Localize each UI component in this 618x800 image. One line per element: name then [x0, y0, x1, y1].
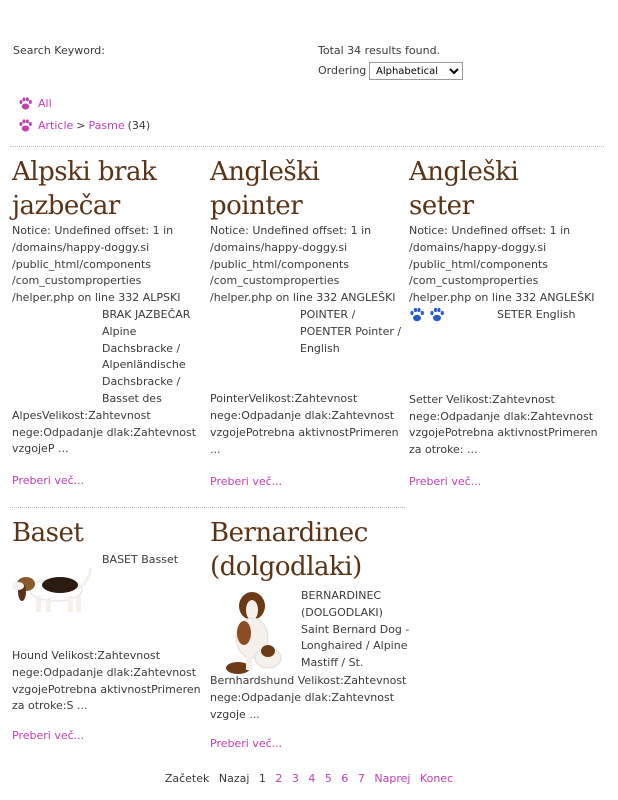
paw-icon — [18, 118, 33, 133]
breadcrumb-all[interactable] — [18, 96, 52, 111]
read-more-link[interactable]: Preberi več... — [409, 474, 482, 488]
article-notice: Notice: Undefined offset: 1 in /domains/happy-doggy.si /public_html/components /com_customproperties /helper.php on line 332 ANGLEŠKI — [210, 224, 396, 305]
pagination-last[interactable]: Konec — [419, 772, 454, 785]
article-excerpt-continued: Setter Velikost:Zahtevnost nege:Odpadanje dlak:Zahtevnost vzgojePotrebna aktivnostPrimeren za otroke: ... — [409, 392, 598, 457]
breadcrumb-separator: > — [76, 119, 86, 132]
read-more-link[interactable]: Preberi več... — [12, 474, 85, 488]
pagination-page[interactable]: 7 — [357, 772, 365, 785]
basset-hound-image — [12, 560, 94, 616]
article-excerpt: BERNARDINEC (DOLGODLAKI) Saint Bernard Dog - Longhaired / Alpine Mastiff / St. — [301, 589, 410, 670]
article-excerpt-continued: Bernhardshund Velikost:Zahtevnost nege:Odpadanje dlak:Zahtevnost vzgoje ... — [210, 674, 407, 721]
pagination-page-current: 1 — [258, 772, 266, 785]
breadcrumb-count: (34) — [127, 119, 151, 132]
article-notice: Notice: Undefined offset: 1 in /domains/happy-doggy.si /public_html/components /com_customproperties /helper.php on line 332 ALPSKI — [12, 224, 181, 305]
article-title[interactable]: Alpski brak jazbečar — [12, 157, 157, 221]
divider-middle — [10, 507, 405, 508]
pagination-page[interactable]: 6 — [341, 772, 349, 785]
article-card — [409, 155, 604, 488]
article-card — [210, 155, 405, 488]
pagination — [0, 772, 618, 785]
results-summary: Total 34 results found. — [318, 44, 441, 57]
pagination-page[interactable]: 3 — [291, 772, 299, 785]
read-more-link[interactable]: Preberi več... — [210, 737, 283, 751]
paw-prints-icon — [409, 307, 449, 323]
article-excerpt: SETER English — [497, 307, 576, 321]
paw-icon — [18, 96, 33, 111]
divider-top — [10, 146, 604, 147]
breadcrumb-category-link[interactable]: Pasme — [88, 119, 125, 132]
breadcrumb-trail — [18, 118, 150, 133]
breadcrumb-all-link[interactable]: All — [38, 97, 52, 110]
article-excerpt: BRAK JAZBEČAR Alpine Dachsbracke / Alpenländische Dachsbracke / Basset des — [102, 307, 191, 405]
read-more-link[interactable]: Preberi več... — [210, 474, 283, 488]
saint-bernard-image — [224, 588, 286, 676]
breadcrumb-article-link[interactable]: Article — [38, 119, 74, 132]
pagination-next[interactable]: Naprej — [374, 772, 411, 785]
pagination-prev: Nazaj — [218, 772, 250, 785]
search-keyword-label: Search Keyword: — [13, 44, 105, 57]
pagination-first: Začetek — [164, 772, 210, 785]
ordering-label: Ordering — [318, 64, 367, 77]
article-excerpt: BASET Basset — [102, 553, 179, 566]
article-title[interactable]: Angleški pointer — [210, 157, 320, 221]
pagination-page[interactable]: 2 — [275, 772, 283, 785]
article-title[interactable]: Baset — [12, 518, 84, 548]
article-excerpt-continued: Hound Velikost:Zahtevnost nege:Odpadanje dlak:Zahtevnost vzgojePotrebna aktivnostPrimeren za otroke:S ... — [12, 649, 201, 713]
read-more-link[interactable]: Preberi več... — [12, 729, 85, 743]
ordering-select[interactable] — [369, 62, 463, 80]
article-notice: Notice: Undefined offset: 1 in /domains/happy-doggy.si /public_html/components /com_customproperties /helper.php on line 332 ANGLEŠKI — [409, 224, 595, 305]
article-title[interactable]: Angleški seter — [409, 157, 519, 221]
article-card — [210, 516, 415, 750]
article-excerpt-continued: PointerVelikost:Zahtevnost nege:Odpadanje dlak:Zahtevnost vzgojePotrebna aktivnostPrimeren ... — [210, 392, 399, 456]
article-excerpt: POINTER / POENTER Pointer / English — [300, 307, 402, 355]
pagination-page[interactable]: 4 — [308, 772, 316, 785]
article-card — [12, 155, 207, 487]
pagination-page[interactable]: 5 — [324, 772, 332, 785]
article-excerpt-continued: AlpesVelikost:Zahtevnost nege:Odpadanje dlak:Zahtevnost vzgojeP ... — [12, 408, 197, 456]
article-title[interactable]: Bernardinec (dolgodlaki) — [210, 518, 368, 582]
article-card — [12, 516, 207, 742]
